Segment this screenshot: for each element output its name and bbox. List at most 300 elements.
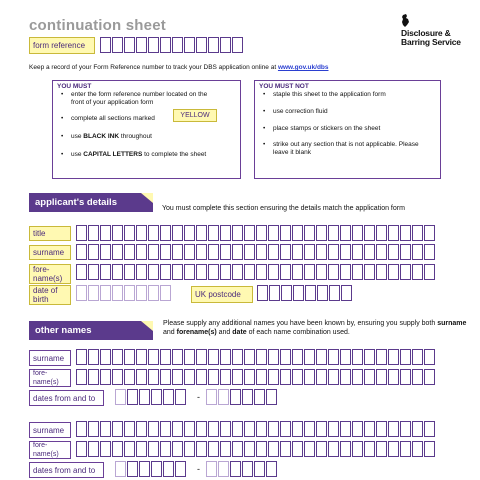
char-box[interactable] (316, 369, 327, 385)
char-box[interactable] (172, 349, 183, 365)
char-box[interactable] (293, 285, 304, 301)
char-box[interactable] (124, 225, 135, 241)
char-box[interactable] (148, 264, 159, 280)
date-from-boxes[interactable] (115, 461, 186, 477)
char-box[interactable] (196, 369, 207, 385)
char-box[interactable] (184, 421, 195, 437)
char-box[interactable] (112, 369, 123, 385)
char-box[interactable] (388, 264, 399, 280)
char-box[interactable] (256, 244, 267, 260)
char-box[interactable] (305, 285, 316, 301)
char-box[interactable] (304, 244, 315, 260)
char-box[interactable] (184, 225, 195, 241)
char-box[interactable] (292, 369, 303, 385)
char-box[interactable] (100, 285, 111, 301)
char-box[interactable] (112, 264, 123, 280)
char-box[interactable] (172, 37, 183, 53)
you-must-item: • enter the form reference number located on the front of your application form (71, 91, 221, 107)
char-box[interactable] (124, 441, 135, 457)
char-box[interactable] (76, 244, 87, 260)
char-box[interactable] (256, 264, 267, 280)
char-box[interactable] (340, 349, 351, 365)
char-box[interactable] (364, 349, 375, 365)
char-box[interactable] (163, 389, 174, 405)
char-box[interactable] (244, 369, 255, 385)
char-box[interactable] (151, 389, 162, 405)
char-box[interactable] (112, 421, 123, 437)
char-box[interactable] (328, 369, 339, 385)
char-box[interactable] (412, 225, 423, 241)
char-box[interactable] (244, 264, 255, 280)
char-box[interactable] (148, 225, 159, 241)
char-box[interactable] (280, 369, 291, 385)
char-box[interactable] (124, 264, 135, 280)
char-box[interactable] (256, 421, 267, 437)
forenames-label: fore- name(s) (29, 264, 71, 284)
char-box[interactable] (232, 369, 243, 385)
char-box[interactable] (136, 37, 147, 53)
char-box[interactable] (388, 421, 399, 437)
char-box[interactable] (244, 441, 255, 457)
char-box[interactable] (196, 441, 207, 457)
page-title: continuation sheet (29, 17, 166, 34)
char-box[interactable] (268, 244, 279, 260)
char-box[interactable] (230, 461, 241, 477)
char-box[interactable] (254, 389, 265, 405)
char-box[interactable] (160, 285, 171, 301)
char-box[interactable] (352, 369, 363, 385)
char-box[interactable] (256, 369, 267, 385)
postcode-label: UK postcode (191, 286, 253, 303)
char-box[interactable] (268, 369, 279, 385)
char-box[interactable] (208, 369, 219, 385)
char-box[interactable] (100, 264, 111, 280)
char-box[interactable] (151, 461, 162, 477)
char-box[interactable] (242, 389, 253, 405)
title-boxes[interactable] (76, 225, 435, 241)
char-box[interactable] (424, 244, 435, 260)
char-box[interactable] (424, 441, 435, 457)
char-box[interactable] (232, 264, 243, 280)
char-box[interactable] (340, 244, 351, 260)
char-box[interactable] (292, 349, 303, 365)
char-box[interactable] (160, 349, 171, 365)
char-box[interactable] (244, 349, 255, 365)
char-box[interactable] (364, 225, 375, 241)
dbs-tracking-link[interactable]: www.gov.uk/dbs (277, 64, 329, 71)
char-box[interactable] (196, 421, 207, 437)
char-box[interactable] (244, 225, 255, 241)
char-box[interactable] (316, 349, 327, 365)
char-box[interactable] (100, 421, 111, 437)
you-must-not-item: • staple this sheet to the application form (273, 91, 433, 99)
char-box[interactable] (220, 37, 231, 53)
char-box[interactable] (269, 285, 280, 301)
char-box[interactable] (376, 349, 387, 365)
char-box[interactable] (400, 244, 411, 260)
char-box[interactable] (184, 441, 195, 457)
char-box[interactable] (208, 421, 219, 437)
date-to-boxes[interactable] (206, 461, 277, 477)
surname-boxes[interactable] (76, 244, 435, 260)
char-box[interactable] (112, 225, 123, 241)
char-box[interactable] (376, 369, 387, 385)
char-box[interactable] (244, 421, 255, 437)
char-box[interactable] (139, 389, 150, 405)
char-box[interactable] (400, 369, 411, 385)
char-box[interactable] (292, 441, 303, 457)
char-box[interactable] (220, 264, 231, 280)
char-box[interactable] (208, 244, 219, 260)
you-must-item: • use BLACK INK throughout (71, 133, 152, 141)
char-box[interactable] (175, 389, 186, 405)
char-box[interactable] (172, 225, 183, 241)
char-box[interactable] (124, 37, 135, 53)
char-box[interactable] (148, 349, 159, 365)
char-box[interactable] (352, 244, 363, 260)
char-box[interactable] (268, 441, 279, 457)
char-box[interactable] (184, 37, 195, 53)
char-box[interactable] (304, 225, 315, 241)
other-forenames-boxes[interactable] (76, 441, 435, 457)
char-box[interactable] (76, 264, 87, 280)
char-box[interactable] (218, 461, 229, 477)
char-box[interactable] (242, 461, 253, 477)
char-box[interactable] (88, 421, 99, 437)
yellow-marker-tag: YELLOW (173, 109, 217, 122)
char-box[interactable] (328, 264, 339, 280)
char-box[interactable] (232, 421, 243, 437)
char-box[interactable] (220, 244, 231, 260)
char-box[interactable] (424, 369, 435, 385)
char-box[interactable] (100, 441, 111, 457)
other-forenames-label: fore- name(s) (29, 441, 71, 459)
form-reference-label: form reference (29, 37, 95, 54)
char-box[interactable] (340, 421, 351, 437)
char-box[interactable] (196, 244, 207, 260)
form-reference-boxes[interactable] (100, 37, 243, 53)
char-box[interactable] (136, 225, 147, 241)
char-box[interactable] (100, 349, 111, 365)
other-dates-label: dates from and to (29, 462, 104, 478)
char-box[interactable] (256, 225, 267, 241)
char-box[interactable] (112, 285, 123, 301)
char-box[interactable] (88, 244, 99, 260)
char-box[interactable] (196, 349, 207, 365)
char-box[interactable] (124, 369, 135, 385)
you-must-not-item: • strike out any section that is not applicable. Please leave it blank (273, 141, 423, 157)
applicant-note: You must complete this section ensuring the details match the application form (162, 205, 405, 212)
char-box[interactable] (400, 225, 411, 241)
postcode-boxes[interactable] (257, 285, 352, 301)
char-box[interactable] (280, 244, 291, 260)
char-box[interactable] (232, 225, 243, 241)
you-must-item: • complete all sections marked (71, 115, 155, 123)
char-box[interactable] (388, 225, 399, 241)
char-box[interactable] (352, 349, 363, 365)
char-box[interactable] (160, 369, 171, 385)
char-box[interactable] (376, 225, 387, 241)
char-box[interactable] (376, 244, 387, 260)
char-box[interactable] (412, 244, 423, 260)
char-box[interactable] (316, 244, 327, 260)
char-box[interactable] (280, 421, 291, 437)
char-box[interactable] (328, 441, 339, 457)
char-box[interactable] (208, 441, 219, 457)
char-box[interactable] (206, 389, 217, 405)
char-box[interactable] (340, 441, 351, 457)
char-box[interactable] (388, 441, 399, 457)
other-surname-boxes[interactable] (76, 349, 435, 365)
char-box[interactable] (280, 441, 291, 457)
char-box[interactable] (232, 244, 243, 260)
you-must-not-heading: YOU MUST NOT (259, 83, 309, 90)
char-box[interactable] (136, 349, 147, 365)
date-to-boxes[interactable] (206, 389, 277, 405)
char-box[interactable] (208, 264, 219, 280)
char-box[interactable] (292, 225, 303, 241)
char-box[interactable] (340, 264, 351, 280)
char-box[interactable] (184, 264, 195, 280)
char-box[interactable] (256, 441, 267, 457)
char-box[interactable] (388, 244, 399, 260)
char-box[interactable] (112, 244, 123, 260)
char-box[interactable] (100, 244, 111, 260)
char-box[interactable] (364, 441, 375, 457)
char-box[interactable] (196, 225, 207, 241)
char-box[interactable] (400, 264, 411, 280)
dbs-crest-icon (400, 14, 410, 28)
char-box[interactable] (364, 421, 375, 437)
char-box[interactable] (148, 441, 159, 457)
date-from-boxes[interactable] (115, 389, 186, 405)
char-box[interactable] (88, 441, 99, 457)
char-box[interactable] (376, 421, 387, 437)
char-box[interactable] (127, 461, 138, 477)
char-box[interactable] (148, 244, 159, 260)
char-box[interactable] (280, 225, 291, 241)
char-box[interactable] (112, 441, 123, 457)
char-box[interactable] (292, 264, 303, 280)
char-box[interactable] (88, 349, 99, 365)
char-box[interactable] (316, 421, 327, 437)
dob-boxes[interactable] (76, 285, 171, 301)
char-box[interactable] (268, 349, 279, 365)
char-box[interactable] (206, 461, 217, 477)
char-box[interactable] (316, 225, 327, 241)
char-box[interactable] (280, 349, 291, 365)
char-box[interactable] (148, 37, 159, 53)
char-box[interactable] (76, 421, 87, 437)
char-box[interactable] (304, 264, 315, 280)
char-box[interactable] (220, 441, 231, 457)
char-box[interactable] (172, 421, 183, 437)
char-box[interactable] (352, 264, 363, 280)
char-box[interactable] (160, 244, 171, 260)
char-box[interactable] (136, 441, 147, 457)
char-box[interactable] (376, 441, 387, 457)
char-box[interactable] (136, 244, 147, 260)
char-box[interactable] (160, 441, 171, 457)
char-box[interactable] (139, 461, 150, 477)
char-box[interactable] (88, 285, 99, 301)
char-box[interactable] (292, 421, 303, 437)
char-box[interactable] (424, 349, 435, 365)
char-box[interactable] (76, 349, 87, 365)
char-box[interactable] (172, 244, 183, 260)
char-box[interactable] (163, 461, 174, 477)
char-box[interactable] (218, 389, 229, 405)
char-box[interactable] (184, 244, 195, 260)
char-box[interactable] (124, 285, 135, 301)
char-box[interactable] (412, 441, 423, 457)
char-box[interactable] (364, 369, 375, 385)
char-box[interactable] (100, 369, 111, 385)
forenames-boxes[interactable] (76, 264, 435, 280)
char-box[interactable] (124, 349, 135, 365)
other-forenames-boxes[interactable] (76, 369, 435, 385)
char-box[interactable] (136, 421, 147, 437)
char-box[interactable] (412, 264, 423, 280)
char-box[interactable] (340, 225, 351, 241)
char-box[interactable] (424, 264, 435, 280)
char-box[interactable] (124, 244, 135, 260)
char-box[interactable] (196, 264, 207, 280)
char-box[interactable] (400, 421, 411, 437)
char-box[interactable] (76, 285, 87, 301)
char-box[interactable] (266, 389, 277, 405)
char-box[interactable] (208, 349, 219, 365)
char-box[interactable] (184, 369, 195, 385)
char-box[interactable] (268, 421, 279, 437)
char-box[interactable] (88, 225, 99, 241)
char-box[interactable] (328, 244, 339, 260)
char-box[interactable] (148, 285, 159, 301)
char-box[interactable] (352, 421, 363, 437)
char-box[interactable] (220, 421, 231, 437)
char-box[interactable] (124, 421, 135, 437)
char-box[interactable] (328, 349, 339, 365)
char-box[interactable] (257, 285, 268, 301)
char-box[interactable] (328, 421, 339, 437)
char-box[interactable] (220, 369, 231, 385)
char-box[interactable] (329, 285, 340, 301)
char-box[interactable] (364, 264, 375, 280)
title-label: title (29, 226, 71, 241)
char-box[interactable] (328, 225, 339, 241)
char-box[interactable] (232, 349, 243, 365)
char-box[interactable] (148, 369, 159, 385)
char-box[interactable] (112, 349, 123, 365)
char-box[interactable] (412, 369, 423, 385)
char-box[interactable] (424, 225, 435, 241)
char-box[interactable] (127, 389, 138, 405)
char-box[interactable] (341, 285, 352, 301)
char-box[interactable] (148, 421, 159, 437)
char-box[interactable] (256, 349, 267, 365)
char-box[interactable] (304, 349, 315, 365)
char-box[interactable] (208, 37, 219, 53)
char-box[interactable] (232, 37, 243, 53)
char-box[interactable] (281, 285, 292, 301)
char-box[interactable] (136, 285, 147, 301)
char-box[interactable] (388, 369, 399, 385)
char-box[interactable] (172, 441, 183, 457)
other-surname-boxes[interactable] (76, 421, 435, 437)
keep-record-text: Keep a record of your Form Reference number to track your DBS application online at www.gov.uk/dbs (29, 64, 329, 71)
char-box[interactable] (100, 37, 111, 53)
char-box[interactable] (172, 369, 183, 385)
char-box[interactable] (136, 264, 147, 280)
char-box[interactable] (400, 349, 411, 365)
char-box[interactable] (136, 369, 147, 385)
char-box[interactable] (268, 264, 279, 280)
char-box[interactable] (317, 285, 328, 301)
char-box[interactable] (340, 369, 351, 385)
applicant-details-heading: applicant's details (29, 193, 141, 212)
char-box[interactable] (172, 264, 183, 280)
you-must-not-panel (254, 80, 441, 179)
char-box[interactable] (76, 441, 87, 457)
char-box[interactable] (266, 461, 277, 477)
other-surname-label: surname (29, 422, 71, 438)
dob-label: date of birth (29, 285, 71, 305)
char-box[interactable] (160, 264, 171, 280)
char-box[interactable] (76, 369, 87, 385)
char-box[interactable] (88, 264, 99, 280)
char-box[interactable] (100, 225, 111, 241)
char-box[interactable] (292, 244, 303, 260)
char-box[interactable] (280, 264, 291, 280)
char-box[interactable] (160, 421, 171, 437)
char-box[interactable] (115, 461, 126, 477)
you-must-heading: YOU MUST (57, 83, 92, 90)
char-box[interactable] (316, 264, 327, 280)
char-box[interactable] (376, 264, 387, 280)
char-box[interactable] (220, 349, 231, 365)
char-box[interactable] (268, 225, 279, 241)
char-box[interactable] (304, 421, 315, 437)
char-box[interactable] (352, 441, 363, 457)
char-box[interactable] (232, 441, 243, 457)
char-box[interactable] (220, 225, 231, 241)
char-box[interactable] (175, 461, 186, 477)
char-box[interactable] (208, 225, 219, 241)
char-box[interactable] (196, 37, 207, 53)
char-box[interactable] (412, 421, 423, 437)
char-box[interactable] (244, 244, 255, 260)
char-box[interactable] (304, 441, 315, 457)
char-box[interactable] (304, 369, 315, 385)
char-box[interactable] (352, 225, 363, 241)
char-box[interactable] (424, 421, 435, 437)
char-box[interactable] (112, 37, 123, 53)
char-box[interactable] (400, 441, 411, 457)
char-box[interactable] (364, 244, 375, 260)
char-box[interactable] (160, 225, 171, 241)
char-box[interactable] (316, 441, 327, 457)
char-box[interactable] (160, 37, 171, 53)
char-box[interactable] (388, 349, 399, 365)
char-box[interactable] (254, 461, 265, 477)
char-box[interactable] (230, 389, 241, 405)
char-box[interactable] (88, 369, 99, 385)
you-must-not-item: • place stamps or stickers on the sheet (273, 125, 380, 133)
char-box[interactable] (412, 349, 423, 365)
char-box[interactable] (184, 349, 195, 365)
char-box[interactable] (115, 389, 126, 405)
char-box[interactable] (76, 225, 87, 241)
